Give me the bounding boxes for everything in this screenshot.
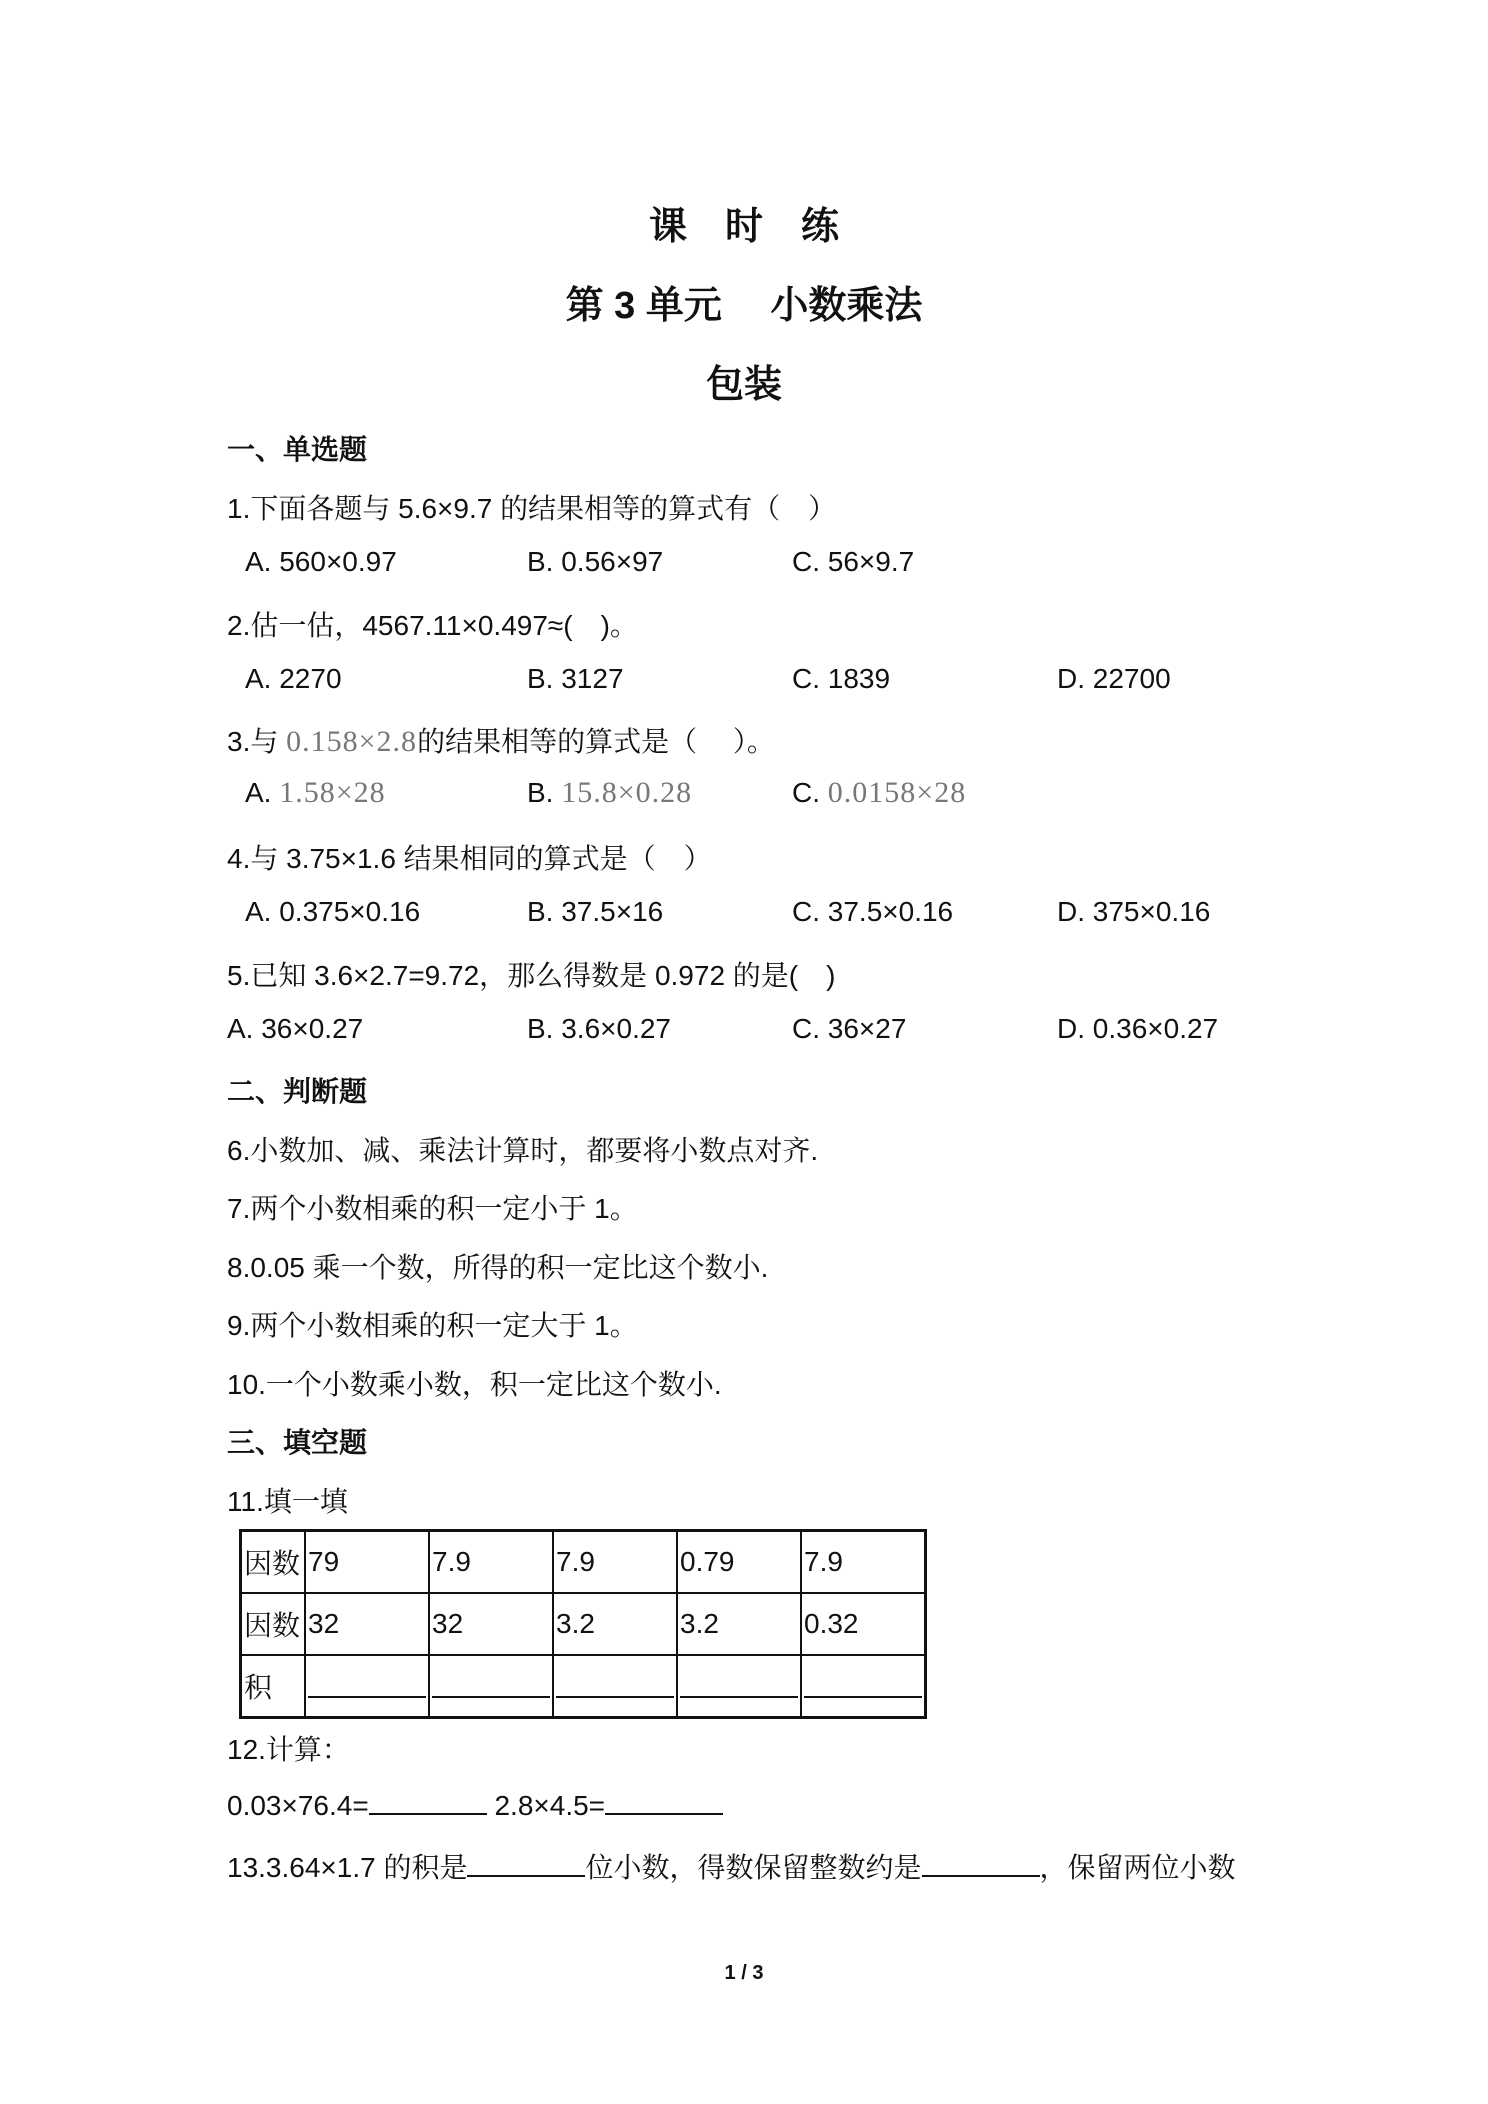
table-cell: 7.9 (429, 1531, 553, 1594)
section-fill-blank: 三、填空题 (227, 1427, 368, 1458)
q1-option-b: B. 0.56×97 (527, 546, 664, 577)
q3-option-b (527, 776, 692, 810)
q3-option-a-label: A. (245, 777, 280, 808)
table-cell: 3.2 (677, 1593, 801, 1655)
answer-blank[interactable] (605, 1787, 723, 1815)
q3-stem-post: 的结果相等的算式是（ ）。 (417, 726, 775, 757)
q3-option-b-label: B. (527, 777, 562, 808)
row-header-factor-2: 因数 (241, 1593, 306, 1655)
q5-option-d: D. 0.36×0.27 (1057, 1013, 1219, 1044)
q2-option-c: C. 1839 (792, 663, 891, 694)
q5-option-a: A. 36×0.27 (227, 1013, 364, 1044)
question-12: 12.计算： (227, 1734, 350, 1765)
page-title: 课 时 练 (648, 206, 839, 248)
q3-option-b-expression: 15.8×0.28 (561, 776, 693, 809)
factor-product-table (239, 1529, 927, 1719)
q12-expression-2: 2.8×4.5= (486, 1790, 606, 1821)
q4-option-a: A. 0.375×0.16 (245, 896, 421, 927)
question-2: 2.估一估，4567.11×0.497≈( )。 (227, 610, 638, 641)
table-cell: 0.79 (677, 1531, 801, 1594)
answer-blank[interactable] (467, 1849, 585, 1877)
q3-option-c (792, 776, 966, 810)
q3-option-c-label: C. (792, 777, 828, 808)
q5-option-b: B. 3.6×0.27 (527, 1013, 672, 1044)
table-cell: 32 (429, 1593, 553, 1655)
q1-option-c: C. 56×9.7 (792, 546, 915, 577)
answer-blank[interactable] (553, 1655, 677, 1718)
question-6: 6.小数加、减、乘法计算时，都要将小数点对齐. (227, 1135, 819, 1166)
q3-option-a-expression: 1.58×28 (279, 776, 386, 809)
q4-option-b: B. 37.5×16 (527, 896, 664, 927)
answer-blank[interactable] (922, 1849, 1040, 1877)
table-row (241, 1593, 926, 1655)
answer-blank[interactable] (305, 1655, 429, 1718)
q5-option-c: C. 36×27 (792, 1013, 907, 1044)
answer-blank[interactable] (369, 1787, 487, 1815)
answer-blank[interactable] (429, 1655, 553, 1718)
table-cell: 32 (305, 1593, 429, 1655)
q12-expressions (227, 1787, 723, 1822)
q4-option-c: C. 37.5×0.16 (792, 896, 954, 927)
q4-option-d: D. 375×0.16 (1057, 896, 1211, 927)
question-8: 8.0.05 乘一个数，所得的积一定比这个数小. (227, 1252, 769, 1283)
question-3 (227, 720, 775, 760)
question-10: 10.一个小数乘小数，积一定比这个数小. (227, 1369, 722, 1400)
section-single-choice: 一、单选题 (227, 434, 368, 465)
table-cell: 0.32 (801, 1593, 926, 1655)
q3-option-a (245, 776, 386, 810)
question-9: 9.两个小数相乘的积一定大于 1。 (227, 1310, 638, 1341)
table-row (241, 1655, 926, 1718)
q13-part-2: 位小数，得数保留整数约是 (585, 1852, 922, 1883)
answer-blank[interactable] (677, 1655, 801, 1718)
table-row (241, 1531, 926, 1594)
q13-part-3: ，保留两位小数 (1039, 1852, 1236, 1883)
section-true-false: 二、判断题 (227, 1076, 368, 1107)
lesson-title: 包装 (705, 364, 782, 406)
table-cell: 7.9 (553, 1531, 677, 1594)
table-cell: 7.9 (801, 1531, 926, 1594)
q2-option-b: B. 3127 (527, 663, 624, 694)
table-cell: 79 (305, 1531, 429, 1594)
q3-stem-pre: 3.与 (227, 726, 287, 757)
answer-blank[interactable] (801, 1655, 926, 1718)
q2-option-a: A. 2270 (245, 663, 342, 694)
question-5: 5.已知 3.6×2.7=9.72，那么得数是 0.972 的是( ) (227, 960, 836, 991)
q3-stem-expression: 0.158×2.8 (286, 725, 418, 758)
q3-option-c-expression: 0.0158×28 (827, 776, 967, 809)
table-cell: 3.2 (553, 1593, 677, 1655)
question-13 (227, 1846, 1236, 1886)
question-1: 1.下面各题与 5.6×9.7 的结果相等的算式有（ ） (227, 493, 837, 524)
row-header-product: 积 (241, 1655, 306, 1718)
page-number: 1 / 3 (724, 1962, 764, 1984)
q1-option-a: A. 560×0.97 (245, 546, 397, 577)
question-4: 4.与 3.75×1.6 结果相同的算式是（ ） (227, 843, 712, 874)
row-header-factor-1: 因数 (241, 1531, 306, 1594)
q12-expression-1: 0.03×76.4= (227, 1790, 369, 1821)
q2-option-d: D. 22700 (1057, 663, 1171, 694)
question-11: 11.填一填 (227, 1486, 348, 1517)
q13-part-1: 13.3.64×1.7 的积是 (227, 1852, 468, 1883)
question-7: 7.两个小数相乘的积一定小于 1。 (227, 1193, 638, 1224)
unit-title: 第 3 单元 小数乘法 (565, 285, 923, 327)
